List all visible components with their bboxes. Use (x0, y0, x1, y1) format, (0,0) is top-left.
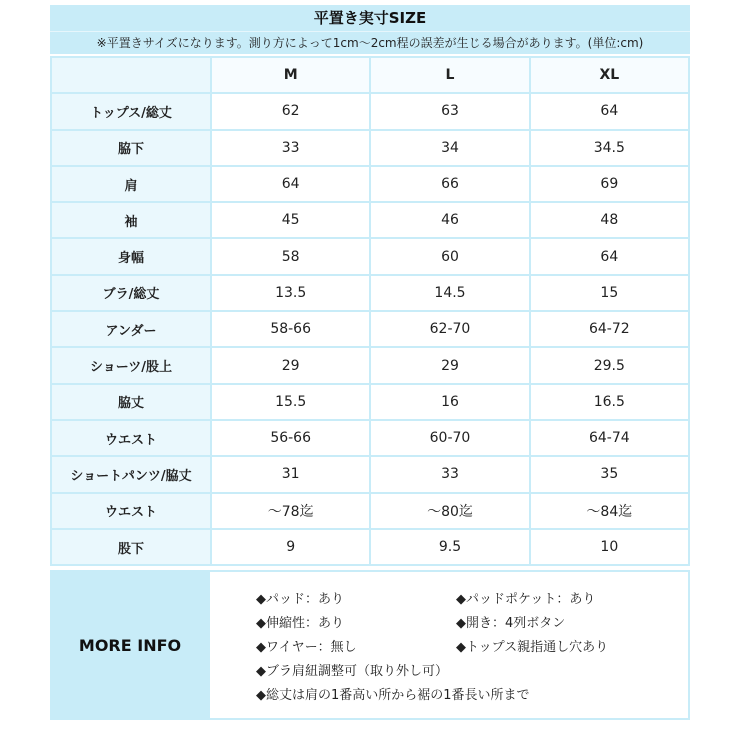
column-header-l: L (371, 58, 528, 92)
row-label: 脇丈 (52, 385, 210, 419)
info-item-length-note: ◆総丈は肩の1番高い所から裾の1番長い所まで (256, 688, 530, 704)
table-cell: 35 (531, 457, 688, 491)
table-cell: 33 (371, 457, 528, 491)
table-row (52, 239, 688, 273)
info-item-opening: ◆開き：4列ボタン (456, 616, 566, 632)
table-row (52, 457, 688, 491)
table-cell: 63 (371, 94, 528, 128)
table-row (52, 494, 688, 528)
table-cell: ～80迄 (371, 494, 528, 528)
info-item-strap: ◆ブラ肩紐調整可（取り外し可） (256, 664, 448, 680)
table-row (52, 203, 688, 237)
table-cell: 13.5 (212, 276, 369, 310)
table-cell: 29 (212, 348, 369, 382)
table-row (52, 276, 688, 310)
row-label: ウエスト (52, 421, 210, 455)
table-cell: 64-74 (531, 421, 688, 455)
table-row (52, 385, 688, 419)
table-row (52, 94, 688, 128)
table-cell: 62-70 (371, 312, 528, 346)
table-cell: 56-66 (212, 421, 369, 455)
info-item-pad: ◆パッド：あり (256, 592, 344, 608)
table-cell: 16 (371, 385, 528, 419)
table-header-row (52, 58, 688, 92)
table-cell: 58-66 (212, 312, 369, 346)
row-label: 身幅 (52, 239, 210, 273)
table-cell: 66 (371, 167, 528, 201)
table-cell: ～78迄 (212, 494, 369, 528)
page-title: 平置き実寸SIZE (50, 5, 690, 31)
row-label: ショートパンツ/脇丈 (52, 457, 210, 491)
table-cell: 62 (212, 94, 369, 128)
table-cell: 45 (212, 203, 369, 237)
table-cell: 31 (212, 457, 369, 491)
row-label: ウエスト (52, 494, 210, 528)
table-cell: ～84迄 (531, 494, 688, 528)
table-cell: 34.5 (531, 131, 688, 165)
table-cell: 64 (531, 239, 688, 273)
table-corner-cell (52, 58, 210, 92)
table-cell: 29.5 (531, 348, 688, 382)
row-label: トップス/総丈 (52, 94, 210, 128)
table-cell: 58 (212, 239, 369, 273)
row-label: 股下 (52, 530, 210, 564)
more-info-section (50, 570, 690, 720)
column-header-xl: XL (531, 58, 688, 92)
table-row (52, 530, 688, 564)
table-row (52, 421, 688, 455)
table-row (52, 131, 688, 165)
table-cell: 9 (212, 530, 369, 564)
more-info-label: MORE INFO (78, 635, 182, 655)
table-cell: 15.5 (212, 385, 369, 419)
size-chart (50, 5, 690, 720)
row-label: 肩 (52, 167, 210, 201)
info-item-pad-pocket: ◆パッドポケット：あり (456, 592, 596, 608)
table-cell: 48 (531, 203, 688, 237)
table-cell: 69 (531, 167, 688, 201)
table-cell: 60-70 (371, 421, 528, 455)
size-table-body (52, 94, 688, 564)
info-item-wire: ◆ワイヤー：無し (256, 640, 357, 656)
column-header-m: M (212, 58, 369, 92)
size-table (50, 56, 690, 566)
more-info-list (210, 572, 688, 718)
table-cell: 60 (371, 239, 528, 273)
row-label: ブラ/総丈 (52, 276, 210, 310)
table-cell: 9.5 (371, 530, 528, 564)
table-cell: 34 (371, 131, 528, 165)
row-label: 袖 (52, 203, 210, 237)
row-label: 脇下 (52, 131, 210, 165)
table-cell: 33 (212, 131, 369, 165)
row-label: ショーツ/股上 (52, 348, 210, 382)
table-cell: 10 (531, 530, 688, 564)
table-cell: 29 (371, 348, 528, 382)
table-row (52, 167, 688, 201)
measurement-note: ※平置きサイズになります。測り方によって1cm～2cm程の誤差が生じる場合があります。(単位:cm) (50, 31, 690, 54)
table-row (52, 348, 688, 382)
table-cell: 15 (531, 276, 688, 310)
table-cell: 46 (371, 203, 528, 237)
table-row (52, 312, 688, 346)
table-cell: 64 (212, 167, 369, 201)
row-label: アンダー (52, 312, 210, 346)
info-item-stretch: ◆伸縮性：あり (256, 616, 344, 632)
table-cell: 16.5 (531, 385, 688, 419)
table-cell: 64 (531, 94, 688, 128)
info-item-thumb-hole: ◆トップス親指通し穴あり (456, 640, 609, 656)
table-cell: 64-72 (531, 312, 688, 346)
table-cell: 14.5 (371, 276, 528, 310)
